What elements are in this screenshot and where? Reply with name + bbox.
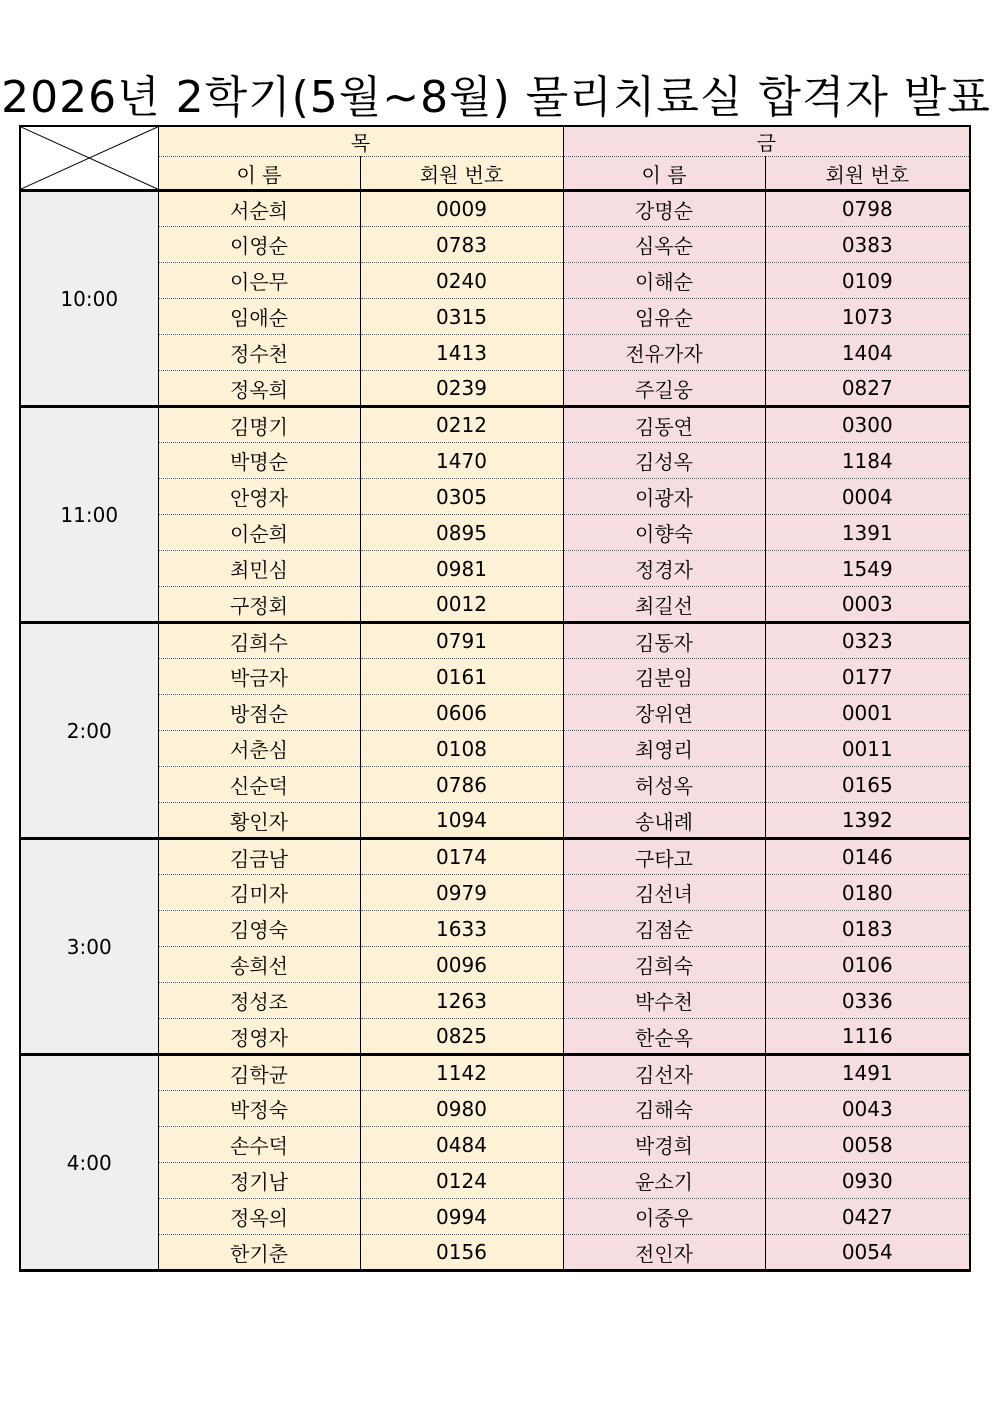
thursday-member-no-cell: 0315 xyxy=(360,299,563,335)
table-row xyxy=(20,443,970,479)
thursday-member-no-cell: 0791 xyxy=(360,623,563,659)
friday-member-no-cell: 1116 xyxy=(765,1019,970,1055)
thursday-member-no-cell: 1413 xyxy=(360,335,563,371)
friday-name-cell: 박경희 xyxy=(563,1127,765,1163)
table-row xyxy=(20,371,970,407)
friday-member-no-cell: 1392 xyxy=(765,803,970,839)
thursday-member-no-cell: 0783 xyxy=(360,227,563,263)
table-row xyxy=(20,263,970,299)
friday-name-cell: 구타고 xyxy=(563,839,765,875)
table-row xyxy=(20,1055,970,1091)
thursday-name-cell: 정옥희 xyxy=(158,371,360,407)
thursday-name-cell: 김학균 xyxy=(158,1055,360,1091)
header-thursday-name: 이 름 xyxy=(158,157,360,191)
friday-name-cell: 주길웅 xyxy=(563,371,765,407)
friday-name-cell: 이향숙 xyxy=(563,515,765,551)
table-row xyxy=(20,839,970,875)
header-column-row xyxy=(20,157,970,191)
thursday-name-cell: 신순덕 xyxy=(158,767,360,803)
friday-member-no-cell: 0383 xyxy=(765,227,970,263)
friday-name-cell: 임유순 xyxy=(563,299,765,335)
header-corner-cell xyxy=(20,126,158,191)
thursday-name-cell: 최민심 xyxy=(158,551,360,587)
thursday-name-cell: 김금남 xyxy=(158,839,360,875)
time-slot-cell: 10:00 xyxy=(20,191,158,407)
friday-name-cell: 김희숙 xyxy=(563,947,765,983)
thursday-member-no-cell: 0009 xyxy=(360,191,563,227)
table-row xyxy=(20,191,970,227)
table-row xyxy=(20,875,970,911)
friday-name-cell: 김동연 xyxy=(563,407,765,443)
friday-member-no-cell: 0300 xyxy=(765,407,970,443)
header-thursday: 목 xyxy=(158,126,563,157)
friday-member-no-cell: 0004 xyxy=(765,479,970,515)
friday-member-no-cell: 0827 xyxy=(765,371,970,407)
thursday-member-no-cell: 0994 xyxy=(360,1199,563,1235)
table-row xyxy=(20,479,970,515)
table-row xyxy=(20,299,970,335)
friday-name-cell: 최영리 xyxy=(563,731,765,767)
page-title: 2026년 2학기(5월~8월) 물리치료실 합격자 발표 xyxy=(1,72,991,123)
friday-member-no-cell: 0427 xyxy=(765,1199,970,1235)
thursday-member-no-cell: 0981 xyxy=(360,551,563,587)
friday-name-cell: 최길선 xyxy=(563,587,765,623)
time-slot-cell: 2:00 xyxy=(20,623,158,839)
table-row xyxy=(20,695,970,731)
thursday-name-cell: 박정숙 xyxy=(158,1091,360,1127)
thursday-member-no-cell: 1633 xyxy=(360,911,563,947)
thursday-member-no-cell: 0239 xyxy=(360,371,563,407)
thursday-name-cell: 이은무 xyxy=(158,263,360,299)
thursday-name-cell: 정수천 xyxy=(158,335,360,371)
thursday-name-cell: 이영순 xyxy=(158,227,360,263)
friday-member-no-cell: 1184 xyxy=(765,443,970,479)
table-row xyxy=(20,227,970,263)
friday-name-cell: 허성옥 xyxy=(563,767,765,803)
friday-name-cell: 송내례 xyxy=(563,803,765,839)
friday-member-no-cell: 0798 xyxy=(765,191,970,227)
thursday-member-no-cell: 0825 xyxy=(360,1019,563,1055)
thursday-name-cell: 송희선 xyxy=(158,947,360,983)
thursday-name-cell: 안영자 xyxy=(158,479,360,515)
friday-name-cell: 김해숙 xyxy=(563,1091,765,1127)
header-friday-name: 이 름 xyxy=(563,157,765,191)
friday-name-cell: 김선자 xyxy=(563,1055,765,1091)
thursday-name-cell: 김명기 xyxy=(158,407,360,443)
header-friday: 금 xyxy=(563,126,970,157)
friday-name-cell: 이광자 xyxy=(563,479,765,515)
table-row xyxy=(20,551,970,587)
thursday-member-no-cell: 0161 xyxy=(360,659,563,695)
thursday-name-cell: 이순희 xyxy=(158,515,360,551)
thursday-member-no-cell: 0305 xyxy=(360,479,563,515)
thursday-name-cell: 구정회 xyxy=(158,587,360,623)
header-day-row xyxy=(20,126,970,157)
thursday-member-no-cell: 0240 xyxy=(360,263,563,299)
roster-table xyxy=(19,125,971,1272)
friday-member-no-cell: 0183 xyxy=(765,911,970,947)
thursday-name-cell: 정영자 xyxy=(158,1019,360,1055)
time-slot-cell: 4:00 xyxy=(20,1055,158,1271)
friday-name-cell: 정경자 xyxy=(563,551,765,587)
table-row xyxy=(20,1199,970,1235)
friday-member-no-cell: 0109 xyxy=(765,263,970,299)
thursday-member-no-cell: 0108 xyxy=(360,731,563,767)
friday-name-cell: 김성옥 xyxy=(563,443,765,479)
table-row xyxy=(20,767,970,803)
thursday-name-cell: 정기남 xyxy=(158,1163,360,1199)
table-row xyxy=(20,983,970,1019)
thursday-name-cell: 김희수 xyxy=(158,623,360,659)
thursday-name-cell: 김영숙 xyxy=(158,911,360,947)
thursday-name-cell: 정옥의 xyxy=(158,1199,360,1235)
thursday-name-cell: 정성조 xyxy=(158,983,360,1019)
friday-name-cell: 김점순 xyxy=(563,911,765,947)
friday-name-cell: 한순옥 xyxy=(563,1019,765,1055)
thursday-member-no-cell: 0156 xyxy=(360,1235,563,1271)
thursday-member-no-cell: 1142 xyxy=(360,1055,563,1091)
table-row xyxy=(20,1091,970,1127)
thursday-member-no-cell: 0012 xyxy=(360,587,563,623)
thursday-member-no-cell: 0979 xyxy=(360,875,563,911)
friday-member-no-cell: 0177 xyxy=(765,659,970,695)
thursday-name-cell: 방점순 xyxy=(158,695,360,731)
thursday-name-cell: 서춘심 xyxy=(158,731,360,767)
friday-name-cell: 윤소기 xyxy=(563,1163,765,1199)
thursday-member-no-cell: 0895 xyxy=(360,515,563,551)
friday-member-no-cell: 0106 xyxy=(765,947,970,983)
thursday-name-cell: 서순희 xyxy=(158,191,360,227)
table-row xyxy=(20,659,970,695)
table-row xyxy=(20,407,970,443)
friday-name-cell: 박수천 xyxy=(563,983,765,1019)
friday-name-cell: 이중우 xyxy=(563,1199,765,1235)
friday-name-cell: 김선녀 xyxy=(563,875,765,911)
thursday-name-cell: 김미자 xyxy=(158,875,360,911)
friday-member-no-cell: 0930 xyxy=(765,1163,970,1199)
thursday-member-no-cell: 0174 xyxy=(360,839,563,875)
table-row xyxy=(20,1235,970,1271)
friday-name-cell: 전유가자 xyxy=(563,335,765,371)
table-row xyxy=(20,1127,970,1163)
friday-name-cell: 김동자 xyxy=(563,623,765,659)
header-friday-member-no: 회원 번호 xyxy=(765,157,970,191)
table-row xyxy=(20,587,970,623)
thursday-member-no-cell: 1263 xyxy=(360,983,563,1019)
table-row xyxy=(20,515,970,551)
thursday-member-no-cell: 0096 xyxy=(360,947,563,983)
thursday-name-cell: 박명순 xyxy=(158,443,360,479)
thursday-name-cell: 황인자 xyxy=(158,803,360,839)
thursday-member-no-cell: 1094 xyxy=(360,803,563,839)
friday-member-no-cell: 0043 xyxy=(765,1091,970,1127)
thursday-member-no-cell: 1470 xyxy=(360,443,563,479)
time-slot-cell: 11:00 xyxy=(20,407,158,623)
thursday-member-no-cell: 0484 xyxy=(360,1127,563,1163)
table-row xyxy=(20,731,970,767)
thursday-name-cell: 손수덕 xyxy=(158,1127,360,1163)
table-row xyxy=(20,1163,970,1199)
friday-member-no-cell: 0058 xyxy=(765,1127,970,1163)
table-row xyxy=(20,623,970,659)
header-thursday-member-no: 회원 번호 xyxy=(360,157,563,191)
thursday-member-no-cell: 0980 xyxy=(360,1091,563,1127)
friday-member-no-cell: 1391 xyxy=(765,515,970,551)
friday-member-no-cell: 1549 xyxy=(765,551,970,587)
thursday-member-no-cell: 0212 xyxy=(360,407,563,443)
table-row xyxy=(20,803,970,839)
thursday-name-cell: 임애순 xyxy=(158,299,360,335)
friday-name-cell: 심옥순 xyxy=(563,227,765,263)
roster-table-body xyxy=(20,126,970,1271)
friday-member-no-cell: 1491 xyxy=(765,1055,970,1091)
thursday-name-cell: 박금자 xyxy=(158,659,360,695)
friday-member-no-cell: 0003 xyxy=(765,587,970,623)
friday-name-cell: 이해순 xyxy=(563,263,765,299)
thursday-name-cell: 한기춘 xyxy=(158,1235,360,1271)
friday-member-no-cell: 0054 xyxy=(765,1235,970,1271)
friday-member-no-cell: 0336 xyxy=(765,983,970,1019)
thursday-member-no-cell: 0124 xyxy=(360,1163,563,1199)
friday-member-no-cell: 0011 xyxy=(765,731,970,767)
friday-member-no-cell: 0165 xyxy=(765,767,970,803)
time-slot-cell: 3:00 xyxy=(20,839,158,1055)
friday-member-no-cell: 0323 xyxy=(765,623,970,659)
table-row xyxy=(20,1019,970,1055)
friday-member-no-cell: 0180 xyxy=(765,875,970,911)
friday-member-no-cell: 0001 xyxy=(765,695,970,731)
diagonal-cross-icon xyxy=(21,127,158,189)
thursday-member-no-cell: 0786 xyxy=(360,767,563,803)
friday-member-no-cell: 1404 xyxy=(765,335,970,371)
friday-name-cell: 강명순 xyxy=(563,191,765,227)
friday-member-no-cell: 1073 xyxy=(765,299,970,335)
friday-name-cell: 장위연 xyxy=(563,695,765,731)
friday-name-cell: 전인자 xyxy=(563,1235,765,1271)
table-row xyxy=(20,947,970,983)
thursday-member-no-cell: 0606 xyxy=(360,695,563,731)
table-row xyxy=(20,911,970,947)
friday-name-cell: 김분임 xyxy=(563,659,765,695)
friday-member-no-cell: 0146 xyxy=(765,839,970,875)
table-row xyxy=(20,335,970,371)
